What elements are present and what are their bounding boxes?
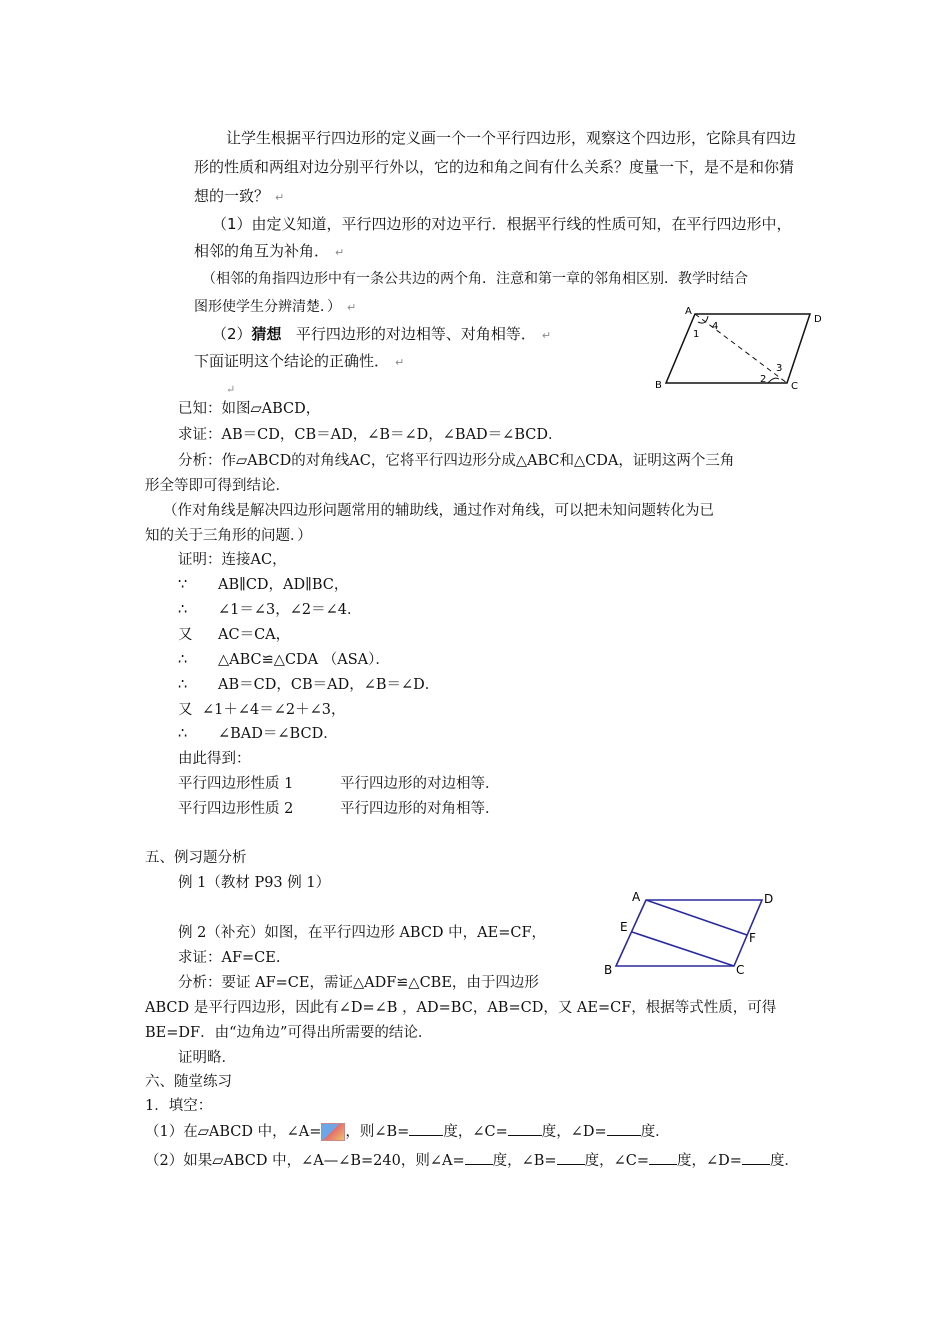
note-1-line-2: 图形使学生分辨清楚．） ↵ (194, 299, 357, 315)
point-2-line-1: （2）猜想 平行四边形的对边相等、对角相等． ↵ (212, 325, 552, 343)
section-6-title: 六、随堂练习 (145, 1074, 232, 1090)
answer-blank[interactable] (465, 1150, 493, 1165)
example-2-analysis-2: ABCD 是平行四边形，因此有∠D=∠B ，AD=BC，AB=CD，又 AE=CF，根据等式性质，可得 (145, 1000, 777, 1016)
answer-blank[interactable] (742, 1150, 770, 1165)
vertex-a-label: A (632, 890, 641, 904)
vertex-b-label: B (604, 963, 613, 976)
example-2-prove: 求证：AF=CE. (178, 950, 281, 966)
question-1-1: （1）在▱ABCD 中，∠A= ，则∠B= 度，∠C= 度，∠D= 度． (145, 1121, 670, 1142)
point-1-line-1: （1）由定义知道，平行四边形的对边平行．根据平行线的性质可知，在平行四边形中， (212, 215, 792, 233)
proof-step: ∴ AB＝CD，CB＝AD，∠B＝∠D． (178, 677, 440, 693)
question-1: 1．填空： (145, 1098, 213, 1114)
point-e-label: E (620, 920, 628, 934)
note-2-line-2: 知的关于三角形的问题．） (145, 528, 312, 544)
proof-step: ∴ △ABC≌△CDA （ASA）． (178, 652, 390, 668)
parallelogram-figure-1 (650, 300, 830, 392)
vertex-c-label: C (791, 381, 798, 392)
intro-line-2: 形的性质和两组对边分别平行外以，它的边和角之间有什么关系？度量一下，是不是和你猜 (194, 158, 795, 176)
paragraph-mark: ↵ (541, 329, 552, 342)
proof-step: 又 ∠1＋∠4＝∠2＋∠3， (178, 702, 346, 718)
vertex-c-label: C (736, 963, 745, 976)
vertex-a-label: A (685, 306, 692, 317)
answer-blank[interactable] (557, 1150, 585, 1165)
note-2-line-1: （作对角线是解决四边形问题常用的辅助线，通过作对角线，可以把未知问题转化为已 (163, 503, 714, 519)
proof-start: 证明：连接AC， (178, 552, 287, 568)
property-2: 平行四边形性质 2 平行四边形的对角相等． (178, 801, 500, 817)
section-5-title: 五、例习题分析 (145, 850, 247, 866)
paragraph-mark: ↵ (335, 246, 345, 259)
paragraph-mark: ↵ (275, 191, 285, 204)
question-1-2: （2）如果▱ABCD 中，∠A—∠B=240，则∠A= 度，∠B= 度，∠C= 度，∠D= 度． (145, 1150, 799, 1171)
conjecture-heading: 猜想 (251, 325, 282, 343)
proof-step: ∴ ∠BAD＝∠BCD． (178, 726, 338, 742)
intro-line-3: 想的一致？ ↵ (194, 187, 285, 205)
answer-blank[interactable] (649, 1150, 677, 1165)
answer-blank[interactable] (409, 1121, 443, 1136)
analysis-line-1: 分析：作▱ABCD的对角线AC，它将平行四边形分成△ABC和△CDA，证明这两个三角 (178, 453, 735, 469)
paragraph-mark: ↵ (395, 356, 405, 369)
answer-blank[interactable] (508, 1121, 542, 1136)
image-placeholder-icon (321, 1123, 345, 1141)
angle-1-label: 1 (693, 329, 700, 340)
empty-paragraph: ↵ (226, 383, 236, 396)
proof-step: ∵ AB∥CD，AD∥BC， (178, 577, 349, 593)
parallelogram-figure-2 (598, 884, 788, 976)
answer-blank[interactable] (607, 1121, 641, 1136)
point-f-label: F (749, 931, 756, 945)
vertex-d-label: D (814, 314, 822, 325)
example-2-analysis-3: BE=DF．由“边角边”可得出所需要的结论． (145, 1025, 433, 1041)
proof-omitted: 证明略． (178, 1050, 236, 1066)
point-1-line-2: 相邻的角互为补角． ↵ (194, 242, 345, 260)
point-2-line-2: 下面证明这个结论的正确性． ↵ (194, 352, 405, 370)
given-statement: 已知：如图▱ABCD， (178, 401, 321, 417)
paragraph-mark: ↵ (347, 301, 357, 314)
intro-line-1: 让学生根据平行四边形的定义画一个一个平行四边形，观察这个四边形，它除具有四边 (226, 129, 797, 147)
proof-step: 又 AC＝CA， (178, 627, 291, 643)
angle-4-label: 4 (712, 321, 719, 332)
example-2: 例 2（补充）如图，在平行四边形 ABCD 中，AE=CF， (178, 925, 547, 941)
prove-statement: 求证：AB＝CD，CB＝AD，∠B＝∠D，∠BAD＝∠BCD． (178, 427, 563, 443)
example-2-analysis-1: 分析：要证 AF=CE，需证△ADF≌△CBE，由于四边形 (178, 975, 539, 991)
property-1: 平行四边形性质 1 平行四边形的对边相等． (178, 776, 500, 792)
proof-step: ∴ ∠1＝∠3，∠2＝∠4． (178, 602, 362, 618)
angle-3-label: 3 (776, 363, 783, 374)
vertex-d-label: D (764, 892, 774, 906)
vertex-b-label: B (655, 380, 662, 391)
angle-2-label: 2 (760, 374, 767, 385)
note-1-line-1: （相邻的角指四边形中有一条公共边的两个角．注意和第一章的邻角相区别．教学时结合 (202, 271, 748, 287)
analysis-line-2: 形全等即可得到结论． (145, 478, 290, 494)
example-1: 例 1（教材 P93 例 1） (178, 875, 331, 891)
proof-conclusion: 由此得到： (178, 751, 251, 767)
